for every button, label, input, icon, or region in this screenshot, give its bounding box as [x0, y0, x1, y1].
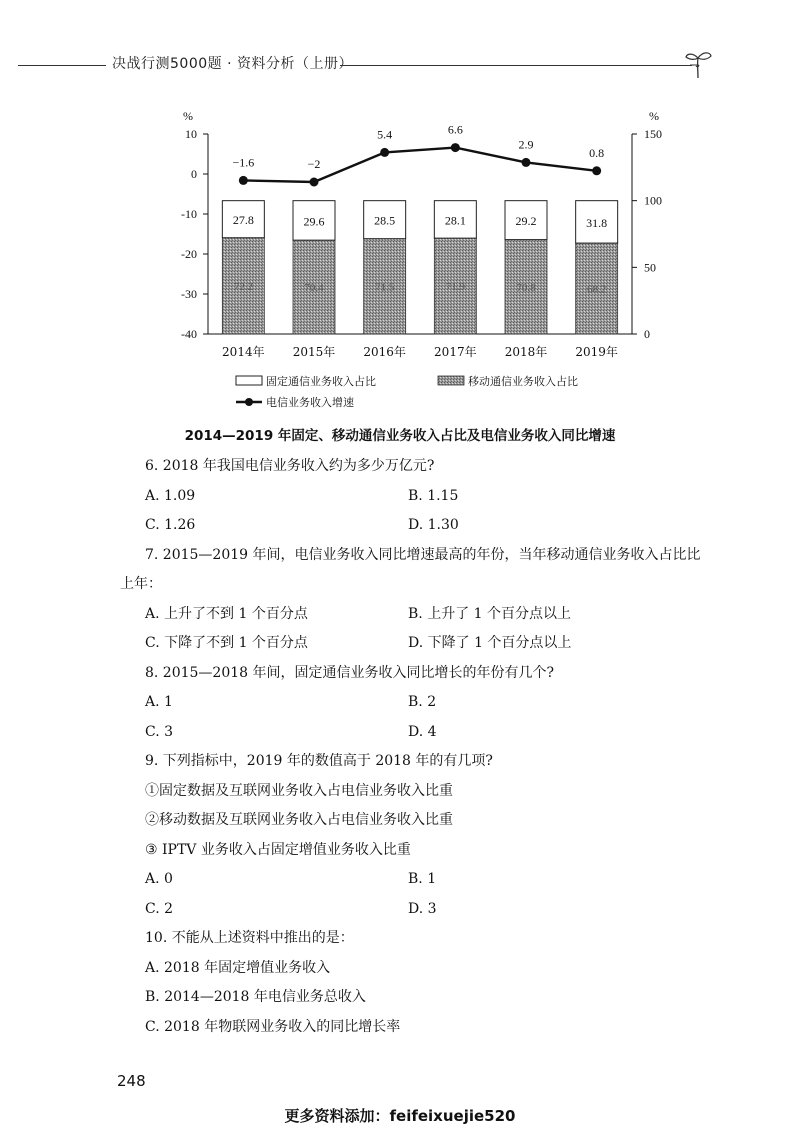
- option-b: B. 2014—2018 年电信业务总收入: [145, 989, 366, 1005]
- question-10: 10. 不能从上述资料中推出的是：: [145, 930, 354, 946]
- option-a: A. 1.09: [145, 487, 196, 504]
- right-axis-unit: %: [649, 109, 659, 123]
- question-9-item-3: ③ IPTV 业务收入占固定增值业务收入比重: [145, 841, 411, 858]
- left-tick-label: -30: [181, 287, 197, 301]
- option-d: D. 下降了 1 个百分点以上: [408, 635, 572, 651]
- book-title: 决战行测5000题 · 资料分析（上册）: [112, 56, 353, 72]
- growth-label: 0.8: [589, 145, 605, 160]
- legend-swatch-point: [245, 398, 253, 406]
- bar-series: [222, 201, 617, 334]
- option-a: A. 0: [145, 871, 173, 887]
- left-tick-label: -10: [181, 207, 197, 221]
- option-b: B. 1: [408, 871, 437, 887]
- growth-line: [243, 148, 596, 182]
- header-rule-left: [18, 65, 106, 66]
- mobile-share-label: 70.8: [516, 281, 536, 294]
- page-number: 248: [117, 1072, 146, 1090]
- chart: [0, 100, 800, 420]
- right-tick-label: 150: [644, 127, 662, 141]
- mobile-share-label: 71.5: [375, 281, 395, 294]
- question-8: 8. 2015—2018 年间，固定通信业务收入同比增长的年份有几个?: [145, 664, 555, 681]
- fixed-share-label: 28.1: [444, 213, 466, 228]
- legend-label-line: 电信业务收入增速: [266, 396, 354, 409]
- data-labels: [232, 123, 607, 296]
- question-7-options: [145, 629, 705, 659]
- right-tick-label: 50: [644, 260, 656, 275]
- fixed-share-label: 29.6: [303, 214, 325, 229]
- growth-point: [239, 176, 248, 185]
- mobile-share-label: 71.9: [445, 281, 465, 294]
- question-9-item-2: ②移动数据及互联网业务收入占电信业务收入比重: [145, 812, 453, 828]
- option-c: C. 2: [145, 900, 174, 917]
- option-c: C. 下降了不到 1 个百分点: [145, 635, 308, 651]
- option-a: A. 2018 年固定增值业务收入: [145, 959, 331, 976]
- question-6: 6. 2018 年我国电信业务收入约为多少万亿元?: [145, 458, 435, 474]
- growth-point: [592, 166, 601, 175]
- question-6-options: [145, 511, 705, 541]
- x-tick-label: 2016年: [363, 345, 406, 359]
- option-c: C. 1.26: [145, 517, 196, 533]
- right-tick-label: 0: [644, 327, 650, 341]
- legend-swatch-mobile: [438, 376, 464, 385]
- left-tick-label: -20: [181, 247, 197, 261]
- growth-label: −1.6: [232, 155, 255, 170]
- mobile-share-label: 68.2: [587, 283, 607, 296]
- fixed-share-label: 29.2: [515, 214, 537, 229]
- option-d: D. 3: [408, 900, 437, 917]
- legend-label-fixed: 固定通信业务收入占比: [266, 375, 376, 388]
- fixed-share-label: 28.5: [374, 213, 396, 228]
- growth-label: 5.4: [377, 127, 393, 142]
- question-9: 9. 下列指标中，2019 年的数值高于 2018 年的有几项?: [145, 753, 493, 769]
- x-tick-label: 2018年: [504, 345, 548, 359]
- growth-label: −2: [307, 157, 321, 171]
- option-b: B. 1.15: [408, 487, 459, 504]
- mobile-share-label: 70.4: [304, 282, 324, 295]
- option-b: B. 上升了 1 个百分点以上: [408, 605, 571, 622]
- header-rule-right: [340, 65, 692, 66]
- x-tick-label: 2015年: [292, 345, 336, 359]
- legend-swatch-fixed: [236, 376, 262, 385]
- fixed-share-label: 31.8: [586, 215, 608, 230]
- option-d: D. 1.30: [408, 517, 459, 533]
- line-series: [239, 143, 601, 186]
- question-8-options: [145, 718, 705, 748]
- growth-point: [522, 158, 531, 167]
- option-c: C. 2018 年物联网业务收入的同比增长率: [145, 1018, 401, 1035]
- legend: [236, 374, 578, 409]
- left-axis-unit: %: [183, 109, 193, 123]
- option-c: C. 3: [145, 723, 174, 740]
- question-6-options: [145, 482, 705, 512]
- question-9-options: [145, 895, 705, 925]
- growth-point: [451, 143, 460, 152]
- right-tick-label: 100: [644, 193, 662, 208]
- question-7-options: [145, 600, 705, 630]
- question-9-item-1: ①固定数据及互联网业务收入占电信业务收入比重: [145, 782, 453, 799]
- footer-note: 更多资料添加：feifeixuejie520: [284, 1107, 516, 1125]
- mobile-share-label: 72.2: [233, 280, 253, 293]
- chart-title: 2014—2019 年固定、移动通信业务收入占比及电信业务收入同比增速: [184, 428, 616, 444]
- legend-label-mobile: 移动通信业务收入占比: [468, 375, 578, 388]
- question-list: [120, 452, 705, 1042]
- running-header: [0, 48, 800, 78]
- option-a: A. 上升了不到 1 个百分点: [145, 605, 308, 622]
- question-8-options: [145, 688, 705, 718]
- fixed-share-label: 27.8: [232, 213, 254, 228]
- x-tick-label: 2014年: [222, 345, 265, 359]
- growth-label: 6.6: [447, 122, 463, 137]
- growth-label: 2.9: [518, 137, 534, 152]
- sprout-icon: [684, 48, 714, 80]
- x-tick-label: 2017年: [434, 345, 477, 359]
- left-tick-label: 10: [185, 127, 197, 141]
- option-b: B. 2: [408, 694, 437, 710]
- question-7: 7. 2015—2019 年间，电信业务收入同比增速最高的年份，当年移动通信业务收入占比比上年：: [120, 546, 701, 592]
- question-9-options: [145, 865, 705, 895]
- x-tick-label: 2019年: [575, 345, 618, 359]
- left-tick-label: 0: [191, 167, 197, 181]
- growth-point: [380, 148, 389, 157]
- option-a: A. 1: [145, 694, 173, 710]
- option-d: D. 4: [408, 723, 437, 740]
- left-tick-label: -40: [181, 327, 197, 341]
- growth-point: [310, 178, 319, 187]
